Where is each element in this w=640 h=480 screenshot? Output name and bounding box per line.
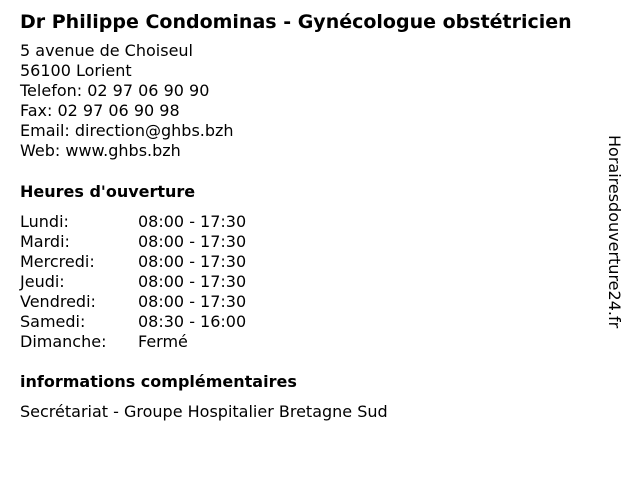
day-hours: 08:00 - 17:30 xyxy=(138,252,247,271)
address-street: 5 avenue de Choiseul xyxy=(20,41,193,60)
day-label: Jeudi: xyxy=(20,272,65,291)
page-title: Dr Philippe Condominas - Gynécologue obstétricien xyxy=(20,11,572,33)
email-address: Email: direction@ghbs.bzh xyxy=(20,121,234,140)
day-hours: Fermé xyxy=(138,332,188,351)
day-hours: 08:30 - 16:00 xyxy=(138,312,247,331)
opening-hours-table xyxy=(20,212,246,352)
hours-row-sunday xyxy=(20,332,246,352)
fax-number: Fax: 02 97 06 90 98 xyxy=(20,101,180,120)
hours-row-friday xyxy=(20,292,246,312)
day-label: Lundi: xyxy=(20,212,69,231)
day-label: Dimanche: xyxy=(20,332,107,351)
day-label: Mardi: xyxy=(20,232,70,251)
day-label: Vendredi: xyxy=(20,292,96,311)
hours-row-tuesday xyxy=(20,232,246,252)
day-label: Samedi: xyxy=(20,312,86,331)
day-hours: 08:00 - 17:30 xyxy=(138,292,247,311)
address-city: 56100 Lorient xyxy=(20,61,132,80)
side-brand-text: Horairesdouverture24.fr xyxy=(605,135,624,329)
address-block xyxy=(20,41,610,161)
day-hours: 08:00 - 17:30 xyxy=(138,272,247,291)
phone-number: Telefon: 02 97 06 90 90 xyxy=(20,81,210,100)
day-hours: 08:00 - 17:30 xyxy=(138,212,247,231)
hours-row-wednesday xyxy=(20,252,246,272)
additional-info-heading: informations complémentaires xyxy=(20,372,297,391)
hours-row-thursday xyxy=(20,272,246,292)
website: Web: www.ghbs.bzh xyxy=(20,141,181,160)
business-card xyxy=(20,8,610,422)
opening-hours-heading: Heures d'ouverture xyxy=(20,182,196,201)
day-label: Mercredi: xyxy=(20,252,95,271)
hours-row-monday xyxy=(20,212,246,232)
day-hours: 08:00 - 17:30 xyxy=(138,232,247,251)
additional-info-text: Secrétariat - Groupe Hospitalier Bretagne Sud xyxy=(20,402,388,421)
hours-row-saturday xyxy=(20,312,246,332)
